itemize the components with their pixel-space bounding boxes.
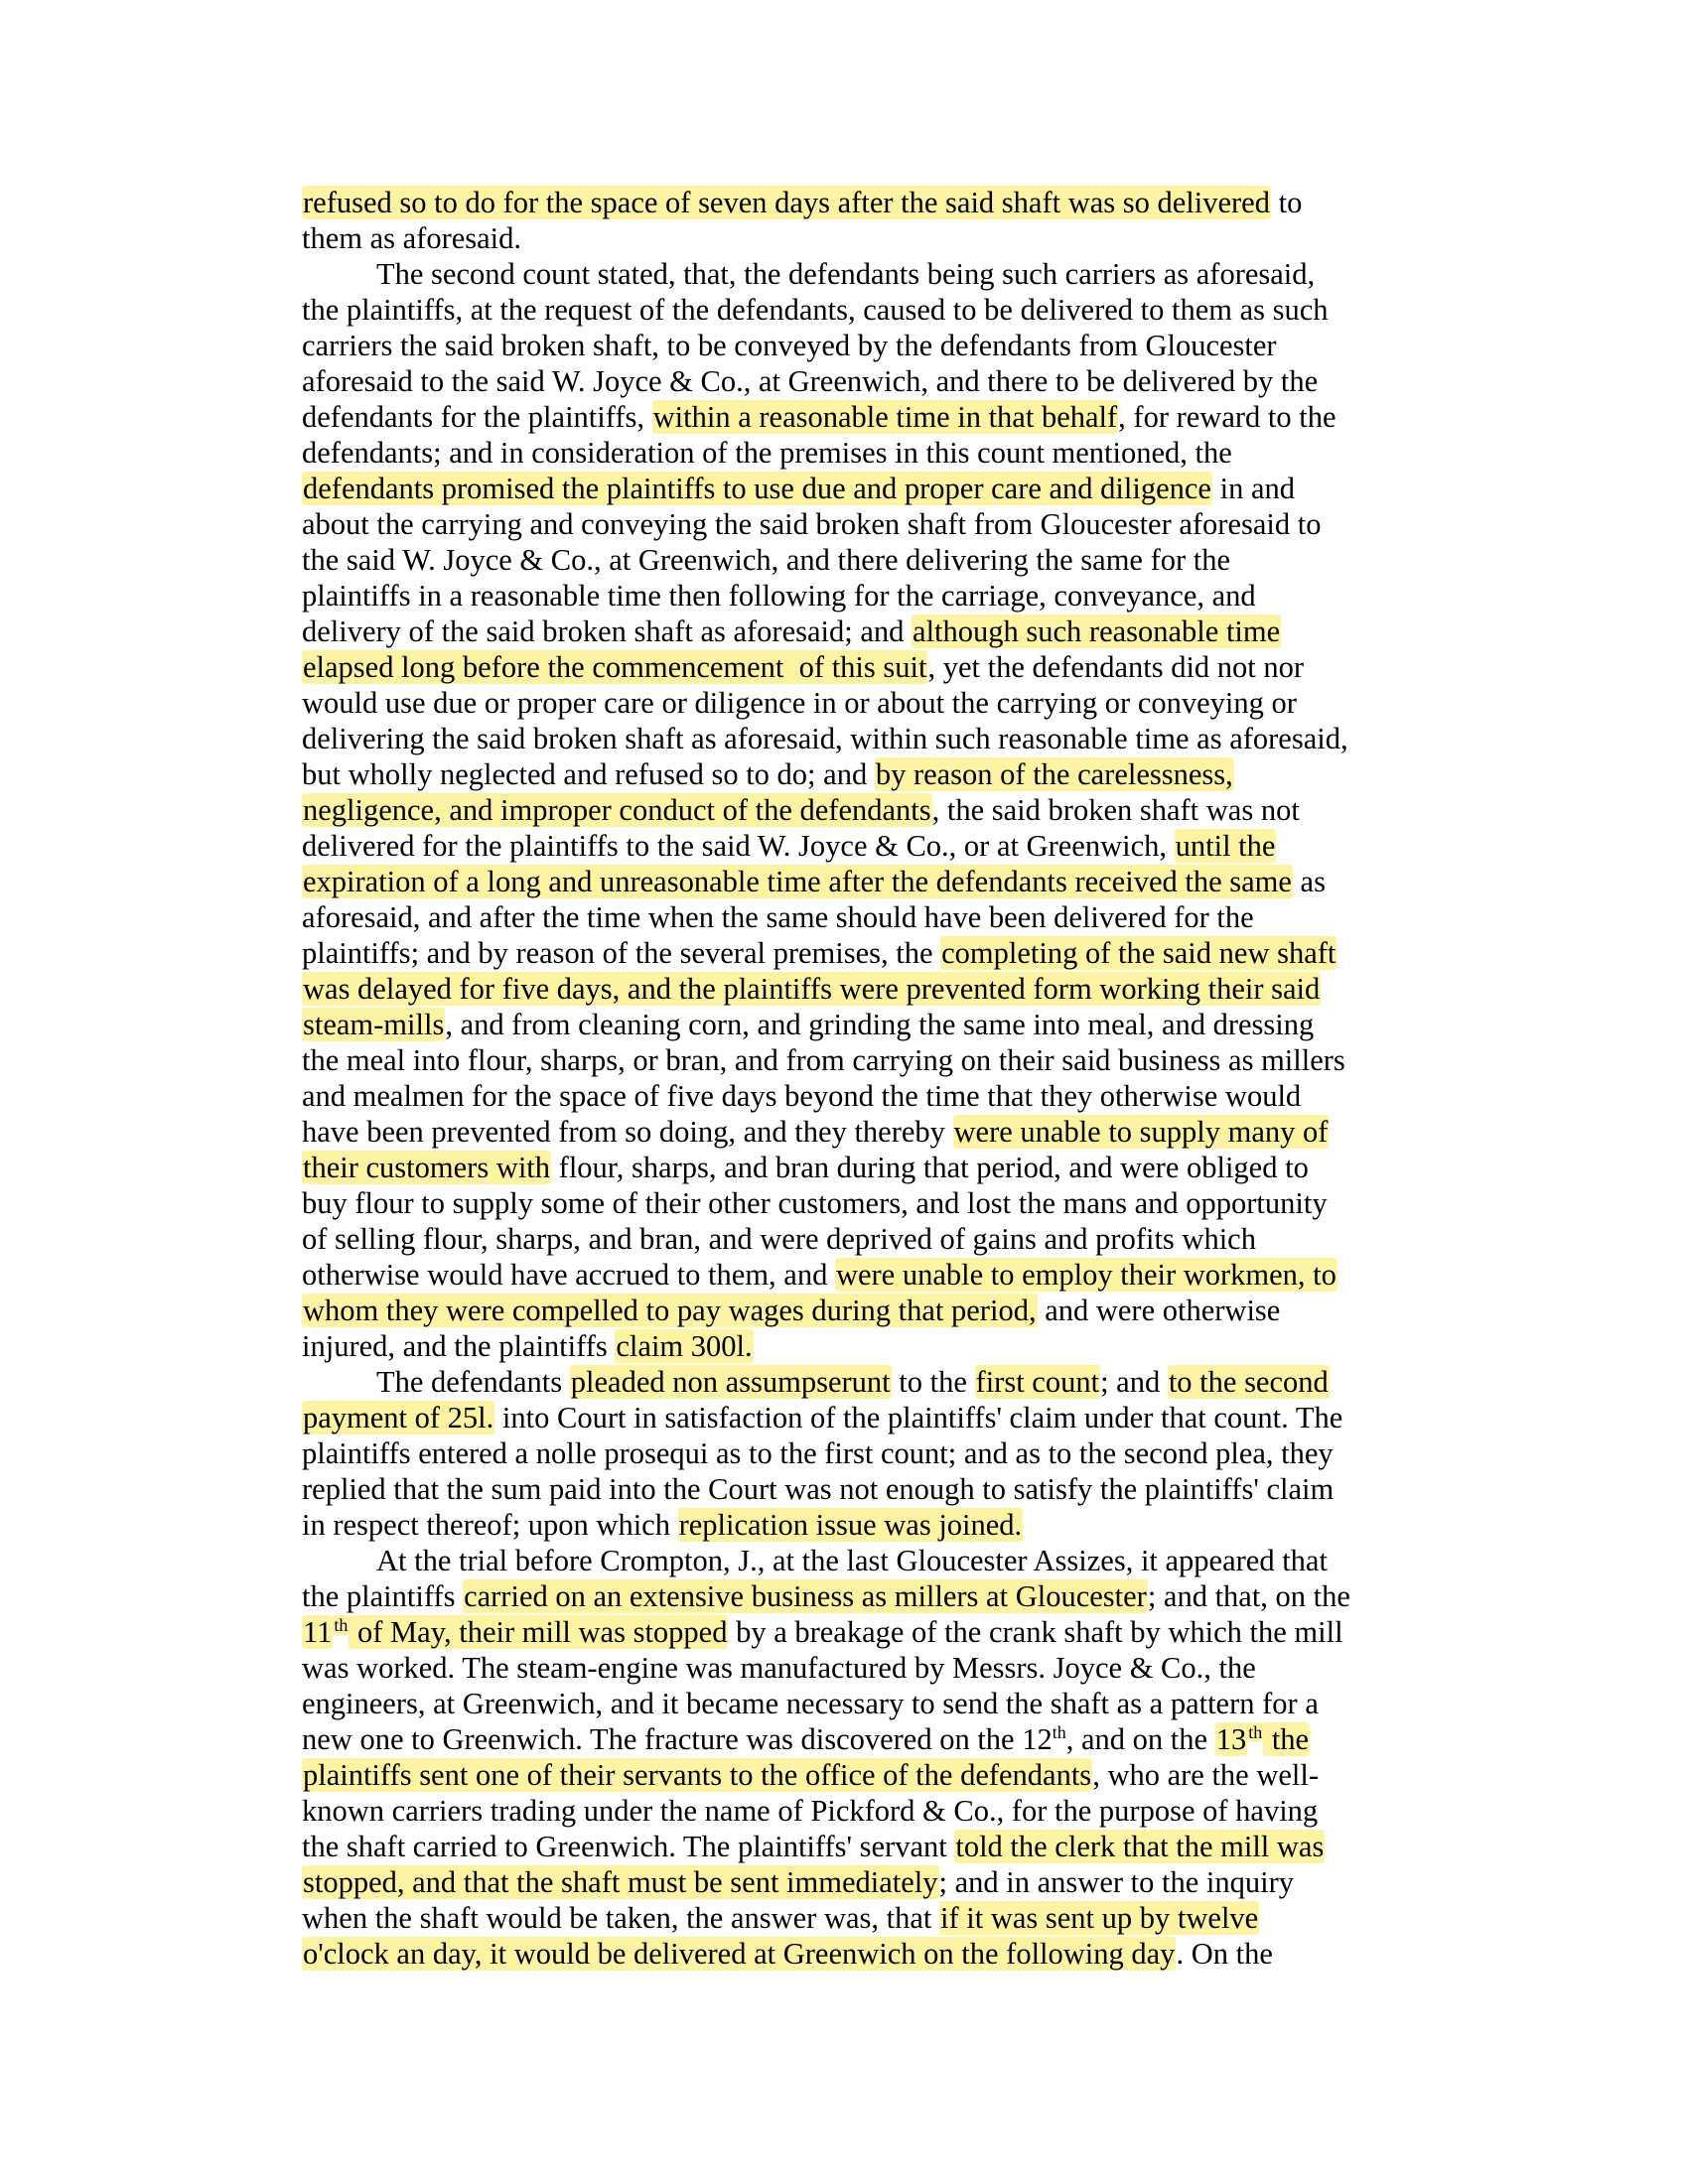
text-line	[302, 1829, 1394, 1864]
text-line	[302, 1328, 1394, 1364]
text-line	[302, 1293, 1394, 1328]
text-segment: by a breakage of the crank shaft by which the mill	[728, 1615, 1343, 1649]
text-segment: , the said broken shaft was not	[931, 793, 1300, 827]
highlighted-text: by reason of the carelessness,	[875, 757, 1233, 791]
text-line	[302, 1650, 1394, 1686]
text-line	[302, 1793, 1394, 1829]
text-line	[302, 1900, 1394, 1936]
text-line	[302, 1364, 1394, 1400]
text-line	[302, 649, 1394, 685]
text-segment: replied that the sum paid into the Court was not enough to satisfy the plaintiffs' claim	[302, 1472, 1335, 1506]
highlighted-text: of May, their mill was stopped	[350, 1615, 728, 1649]
text-line	[302, 471, 1394, 506]
text-segment: in respect thereof; upon which	[302, 1508, 678, 1542]
text-segment: th	[1052, 1722, 1066, 1742]
text-line	[302, 971, 1394, 1007]
highlighted-text: 11	[303, 1615, 333, 1649]
highlighted-text: within a reasonable time in that behalf	[652, 400, 1118, 434]
text-segment: , who are the well-	[1092, 1758, 1319, 1792]
text-segment: carriers the said broken shaft, to be conveyed by the defendants from Gloucester	[302, 329, 1277, 362]
text-line	[302, 256, 1394, 292]
highlighted-text: until the	[1175, 829, 1276, 863]
text-line	[302, 1114, 1394, 1150]
text-line	[302, 1686, 1394, 1721]
text-segment: delivering the said broken shaft as aforesaid, within such reasonable time as aforesaid,	[302, 722, 1348, 755]
highlighted-text: elapsed long before the commencement of this suit	[303, 650, 927, 684]
text-line	[302, 435, 1394, 471]
text-line	[302, 864, 1394, 899]
text-segment: new one to Greenwich. The fracture was discovered on the 12	[302, 1722, 1053, 1756]
text-segment: , for reward to the	[1118, 400, 1336, 434]
text-line	[302, 1042, 1394, 1078]
highlighted-text: were unable to supply many of	[953, 1115, 1329, 1149]
text-segment: otherwise would have accrued to them, and	[302, 1258, 835, 1292]
text-line	[302, 542, 1394, 578]
highlighted-text: replication issue was joined.	[678, 1508, 1023, 1542]
highlighted-text: whom they were compelled to pay wages during that period,	[303, 1294, 1037, 1327]
text-segment: as	[1292, 865, 1326, 898]
highlighted-text: first count	[975, 1365, 1100, 1399]
text-segment: flour, sharps, and bran during that period, and were obliged to	[551, 1151, 1309, 1184]
text-segment: of selling flour, sharps, and bran, and were deprived of gains and profits which	[302, 1222, 1256, 1256]
text-line	[302, 1864, 1394, 1900]
text-line	[302, 1471, 1394, 1507]
text-segment: and mealmen for the space of five days beyond the time that they otherwise would	[302, 1079, 1302, 1113]
text-line	[302, 721, 1394, 756]
text-segment: plaintiffs in a reasonable time then following for the carriage, conveyance, and	[302, 579, 1256, 613]
text-line	[302, 792, 1394, 828]
text-line	[302, 578, 1394, 614]
text-segment: and were otherwise	[1037, 1294, 1281, 1327]
text-line	[302, 756, 1394, 792]
text-segment: to the	[891, 1365, 975, 1399]
text-line	[302, 614, 1394, 649]
highlighted-text: steam-mills	[303, 1008, 445, 1041]
text-line	[302, 1150, 1394, 1185]
highlighted-text: payment of 25l.	[303, 1401, 494, 1434]
document-body	[302, 185, 1394, 1972]
text-segment: The defendants	[376, 1365, 570, 1399]
highlighted-text: their customers with	[303, 1151, 551, 1184]
highlighted-text: if it was sent up by twelve	[940, 1901, 1259, 1935]
text-segment: ; and that, on the	[1147, 1579, 1350, 1613]
text-segment: about the carrying and conveying the said broken shaft from Gloucester aforesaid to	[302, 507, 1322, 541]
text-segment: At the trial before Crompton, J., at the last Gloucester Assizes, it appeared that	[376, 1544, 1328, 1577]
text-line	[302, 1435, 1394, 1471]
text-line	[302, 828, 1394, 864]
text-line	[302, 292, 1394, 328]
text-line	[302, 1400, 1394, 1435]
text-line	[302, 1078, 1394, 1114]
highlighted-text: stopped, and that the shaft must be sent immediately	[303, 1865, 938, 1899]
text-segment: injured, and the plaintiffs	[302, 1329, 616, 1363]
text-segment: the shaft carried to Greenwich. The plaintiffs' servant	[302, 1830, 955, 1863]
highlighted-text: pleaded non assumpserunt	[570, 1365, 891, 1399]
text-line	[302, 185, 1394, 220]
highlighted-text: to the second	[1168, 1365, 1329, 1399]
text-line	[302, 1578, 1394, 1614]
highlighted-text: refused so to do for the space of seven days after the said shaft was so delivered	[303, 186, 1270, 219]
text-segment: into Court in satisfaction of the plaintiffs' claim under that count. The	[494, 1401, 1343, 1434]
text-line	[302, 1614, 1394, 1650]
highlighted-text: the	[1264, 1722, 1310, 1756]
text-segment: but wholly neglected and refused so to do; and	[302, 757, 875, 791]
text-segment: the meal into flour, sharps, or bran, and from carrying on their said business as millers	[302, 1043, 1345, 1077]
highlighted-text: was delayed for five days, and the plaintiffs were prevented form working their said	[303, 972, 1321, 1006]
text-line	[302, 1936, 1394, 1972]
text-segment: when the shaft would be taken, the answer was, that	[302, 1901, 940, 1935]
text-segment: ; and	[1100, 1365, 1168, 1399]
highlighted-text: completing of the said new shaft	[941, 936, 1336, 970]
text-segment: delivery of the said broken shaft as aforesaid; and	[302, 614, 913, 648]
text-segment: the plaintiffs, at the request of the defendants, caused to be delivered to them as such	[302, 293, 1329, 327]
highlighted-text: told the clerk that the mill was	[955, 1830, 1325, 1863]
text-segment: engineers, at Greenwich, and it became necessary to send the shaft as a pattern for a	[302, 1687, 1319, 1720]
highlighted-text: o'clock an day, it would be delivered at Greenwich on the following day	[303, 1937, 1176, 1971]
text-segment: delivered for the plaintiffs to the said W. Joyce & Co., or at Greenwich,	[302, 829, 1175, 863]
highlighted-text: defendants promised the plaintiffs to use due and proper care and diligence	[303, 472, 1211, 505]
text-segment: them as aforesaid.	[302, 221, 522, 255]
text-segment: known carriers trading under the name of Pickford & Co., for the purpose of having	[302, 1794, 1319, 1828]
text-segment: defendants; and in consideration of the premises in this count mentioned, the	[302, 436, 1232, 470]
highlighted-text: were unable to employ their workmen, to	[835, 1258, 1336, 1292]
text-segment: , and on the	[1065, 1722, 1215, 1756]
text-segment: was worked. The steam-engine was manufactured by Messrs. Joyce & Co., the	[302, 1651, 1256, 1685]
text-line	[302, 685, 1394, 721]
text-line	[302, 1007, 1394, 1042]
text-line	[302, 935, 1394, 971]
highlighted-text: claim 300l.	[616, 1329, 753, 1363]
text-line	[302, 1185, 1394, 1221]
text-segment: have been prevented from so doing, and they thereby	[302, 1115, 953, 1149]
highlighted-text: th	[334, 1615, 349, 1635]
text-line	[302, 1257, 1394, 1293]
highlighted-text: expiration of a long and unreasonable time after the defendants received the same	[303, 865, 1292, 898]
text-segment: . On the	[1176, 1937, 1273, 1971]
text-line	[302, 328, 1394, 363]
highlighted-text: 13	[1215, 1722, 1247, 1756]
highlighted-text: although such reasonable time	[913, 614, 1281, 648]
text-line	[302, 1221, 1394, 1257]
text-segment: defendants for the plaintiffs,	[302, 400, 652, 434]
text-line	[302, 1721, 1394, 1757]
highlighted-text: carried on an extensive business as millers at Gloucester	[464, 1579, 1147, 1613]
text-segment: plaintiffs; and by reason of the several premises, the	[302, 936, 941, 970]
highlighted-text: th	[1248, 1722, 1263, 1742]
text-segment: to	[1270, 186, 1303, 219]
text-line	[302, 1757, 1394, 1793]
text-segment: buy flour to supply some of their other customers, and lost the mans and opportunity	[302, 1186, 1328, 1220]
text-segment: The second count stated, that, the defendants being such carriers as aforesaid,	[376, 257, 1316, 291]
text-segment: the plaintiffs	[302, 1579, 464, 1613]
text-segment: ; and in answer to the inquiry	[938, 1865, 1294, 1899]
text-segment: would use due or proper care or diligence in or about the carrying or conveying or	[302, 686, 1297, 720]
text-segment: in and	[1211, 472, 1295, 505]
text-line	[302, 1507, 1394, 1543]
highlighted-text: plaintiffs sent one of their servants to the office of the defendants	[303, 1758, 1092, 1792]
text-line	[302, 506, 1394, 542]
text-line	[302, 1543, 1394, 1578]
text-line	[302, 363, 1394, 399]
text-segment: aforesaid to the said W. Joyce & Co., at Greenwich, and there to be delivered by the	[302, 364, 1319, 398]
text-segment: the said W. Joyce & Co., at Greenwich, and there delivering the same for the	[302, 543, 1231, 577]
text-segment: aforesaid, and after the time when the same should have been delivered for the	[302, 900, 1254, 934]
text-segment: , and from cleaning corn, and grinding the same into meal, and dressing	[445, 1008, 1315, 1041]
text-segment: plaintiffs entered a nolle prosequi as to the first count; and as to the second plea, they	[302, 1436, 1334, 1470]
text-line	[302, 220, 1394, 256]
text-line	[302, 899, 1394, 935]
highlighted-text: negligence, and improper conduct of the defendants	[303, 793, 931, 827]
text-segment: , yet the defendants did not nor	[927, 650, 1305, 684]
text-line	[302, 399, 1394, 435]
